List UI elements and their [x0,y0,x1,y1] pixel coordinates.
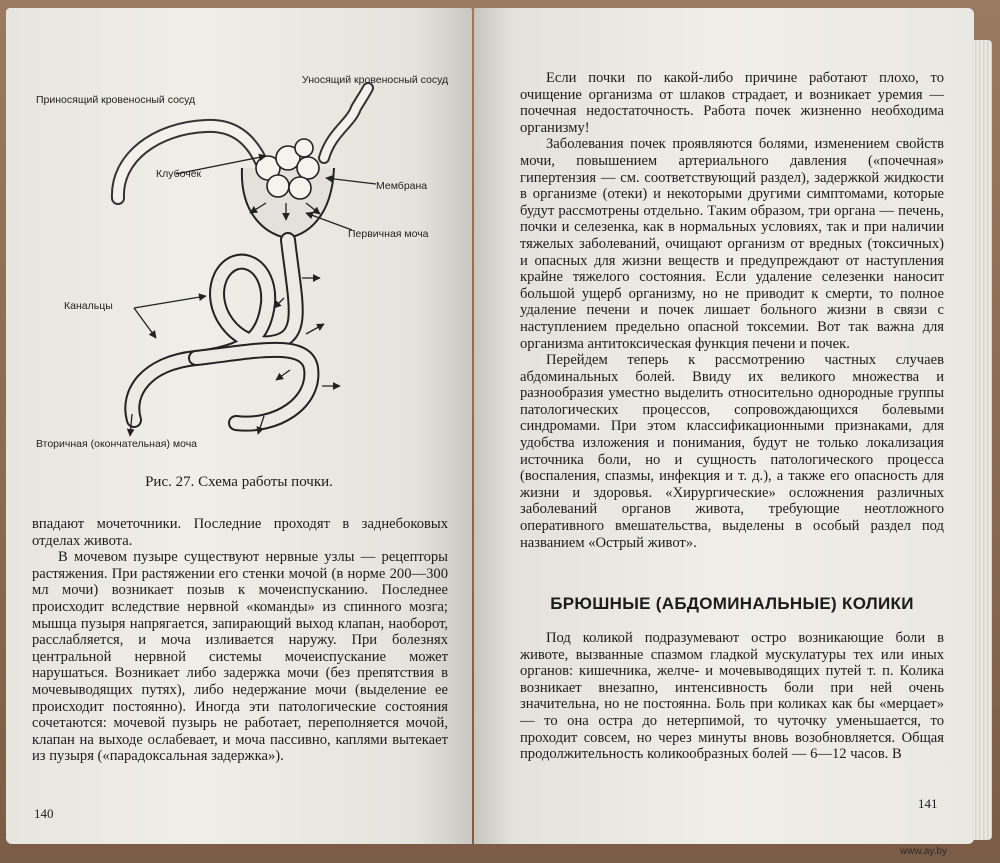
page-stack-edge [972,40,992,840]
watermark: www.ay.by [900,846,948,857]
label-primary-urine: Первичная моча [348,228,429,240]
paragraph: Перейдем теперь к рассмотрению частных случаев абдоминальных болей. Ввиду их великого множества и разнообразия уместно выделить относительно однородные группы патологических процессов, сопровождающихся болевыми синдромами. При этом классификационными признаками, для удобства изложения и понимания, будут не только локализация источника боли, но и сущность патологического процесса (воспаления, спазмы, инфекция и т. д.), а также его опасность для жизни и здоровья. «Хирургические» осложнения различных заболеваний органов живота, требующие неотложного оперативного вмешательства, выделены в особый раздел под названием «Острый живот». [520,352,944,551]
paragraph: Если почки по какой-либо причине работают плохо, то очищение организма от шлаков страдает, и возникает уремия — почечная недостаточность. Работа почек жизненно необходима организму! [520,70,944,136]
paragraph: Под коликой подразумевают остро возникающие боли в животе, вызванные спазмом гладкой мускулатуры тех или иных органов: кишечника, желче- и мочевыводящих путей т. п. Колика возникает внезапно, интенсивность боли при ней очень значительна, но не постоянна. Боль при коликах как бы «мерцает» — то она остра до нетерпимой, то чуточку уменьшается, то проходит совсем, но через минуты вновь возобновляется. Общая продолжительность коликообразных болей — 6—12 часов. В [520,630,944,763]
left-page [6,8,472,844]
paragraph: В мочевом пузыре существуют нервные узлы — рецепторы растяжения. При растяжении его стенки мочой (в норме 200—300 мл мочи) возникает позыв к мочеиспусканию. Последнее происходит вследствие нервной «команды» из спинного мозга; мышца пузыря напрягается, запирающий выход клапан, наоборот, расслабляется, и моча изливается наружу. При болезнях центральной нервной системы мочеиспускание может нарушаться. Возникает либо задержка мочи (без препятствия в мочевыводящих путях), либо недержание мочи (выделение ее происходит постоянно). Иногда эти патологические состояния сочетаются: мочевой пузырь не работает, переполняется мочой, клапан на выходе ослабевает, и моча пассивно, каплями вытекает из пузыря («парадоксальная задержка»). [32,549,448,765]
section-heading: БРЮШНЫЕ (АБДОМИНАЛЬНЫЕ) КОЛИКИ [550,594,914,613]
right-page-body [520,70,944,551]
kidney-diagram [6,8,472,468]
label-efferent-vessel: Уносящий кровеносный сосуд [302,74,449,86]
section-body [520,630,944,763]
bowman-capsule [242,168,334,238]
figure-caption: Рис. 27. Схема работы почки. [145,474,333,490]
page-number-right: 141 [918,796,938,811]
right-page [474,8,974,844]
label-secondary-urine: Вторичная (окончательная) моча [36,438,198,450]
left-page-body [32,516,448,765]
paragraph: впадают мочеточники. Последние проходят в заднебоковых отделах живота. [32,516,448,549]
page-number-left: 140 [34,806,54,821]
label-glomerulus: Клубочек [156,168,202,180]
label-tubules: Канальцы [64,300,113,312]
label-afferent-vessel: Приносящий кровеносный сосуд [36,94,196,106]
paragraph: Заболевания почек проявляются болями, изменением свойств мочи, повышением артериального давления («почечная» гипертензия — см. соответствующий раздел), задержкой жидкости в организме (отеки) и некоторыми другими симптомами, которые будут рассмотрены отдельно. Таким образом, три органа — печень, почки и селезенка, как в нормальных условиях, так и при наличии тяжелых заболеваний, очищают организм от вредных (токсичных) и опасных для жизни веществ и предупреждают от наступления крайне тяжелого состояния. Если удаление селезенки наносит большой ущерб организму, но не приводит к смерти, то полное удаление печени и почек лишает больного жизни в связи с наступлением предельно опасной токсемии. Вот так важна для организма антитоксическая функция печени и почек. [520,136,944,352]
tubule [132,240,295,420]
label-membrane: Мембрана [376,180,428,192]
